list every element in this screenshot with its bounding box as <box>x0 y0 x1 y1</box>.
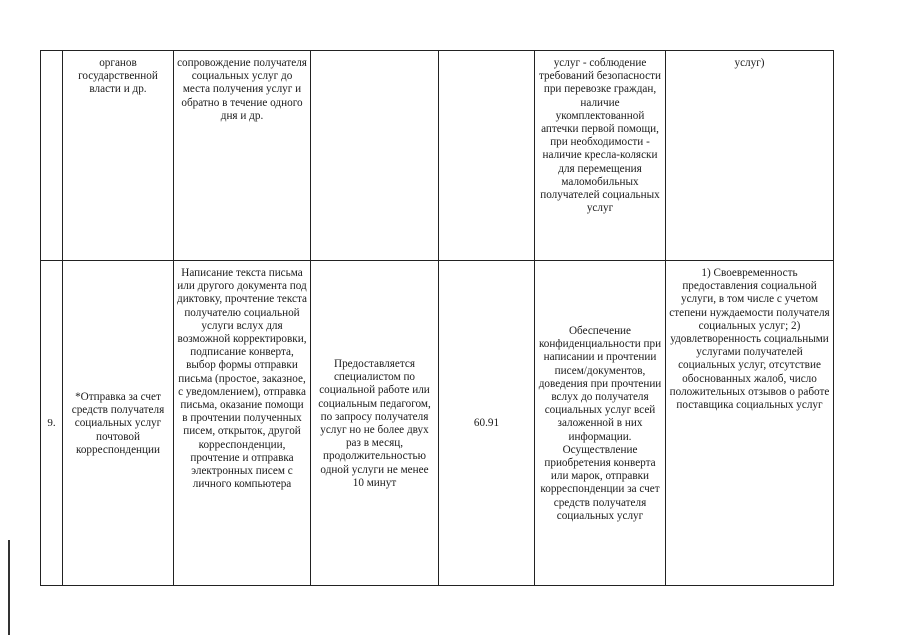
scan-edge-mark <box>8 540 10 635</box>
cell-service-content: Написание текста письма или другого документа под диктовку, прочтение текста получателю социальной услуги вслух для возможной корректировки, подписание конверта, выбор формы отправки письма (простое, заказное, с уведомлением), отправка письма, оказание помощи в прочтении полученных писем, открыток, другой корреспонденции, прочтение и отправка электронных писем с личного компьютера <box>174 261 311 586</box>
cell-conditions: Обеспечение конфиденциальности при написании и прочтении писем/документов, доведения при прочтении вслух до получателя социальных услуг всей заложенной в них информации. Осуществление приобретения конверта или марок, отправки корреспонденции за счет средств получателя социальных услуг <box>535 261 666 586</box>
table-row <box>41 51 834 261</box>
cell-indicators: услуг) <box>666 51 834 261</box>
table-row <box>41 261 834 586</box>
services-table <box>40 50 834 586</box>
cell-price <box>439 51 535 261</box>
cell-price: 60.91 <box>439 261 535 586</box>
cell-number: 9. <box>41 261 63 586</box>
cell-service-terms <box>311 51 439 261</box>
cell-service-name: органов государственной власти и др. <box>63 51 174 261</box>
cell-service-terms: Предоставляется специалистом по социальной работе или социальным педагогом, по запросу получателя услуг но не более двух раз в месяц, продолжительностью одной услуги не менее 10 минут <box>311 261 439 586</box>
cell-conditions: услуг - соблюдение требований безопасности при перевозке граждан, наличие укомплектованной аптечки первой помощи, при необходимости - наличие кресла-коляски для перемещения маломобильных получателей социальных услуг <box>535 51 666 261</box>
cell-service-name: *Отправка за счет средств получателя социальных услуг почтовой корреспонденции <box>63 261 174 586</box>
cell-number <box>41 51 63 261</box>
cell-indicators: 1) Своевременность предоставления социальной услуги, в том числе с учетом степени нуждаемости получателя социальных услуг; 2) удовлетворенность социальными услугами получателей социальных услуг, отсутствие обоснованных жалоб, число положительных отзывов о работе поставщика социальных услуг <box>666 261 834 586</box>
cell-service-content: сопровождение получателя социальных услуг до места получения услуг и обратно в течение одного дня и др. <box>174 51 311 261</box>
